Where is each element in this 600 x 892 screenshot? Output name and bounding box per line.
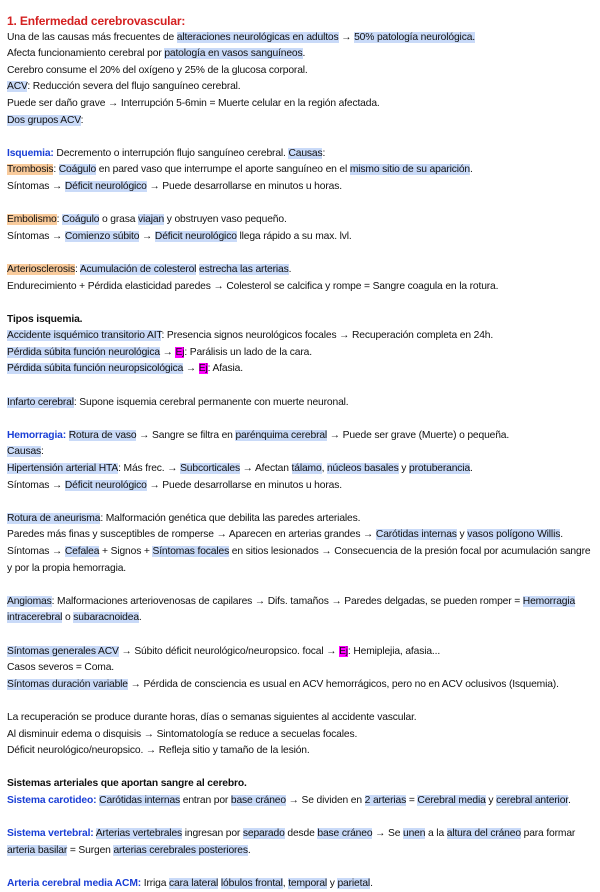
text-line xyxy=(7,229,594,246)
highlighted-text: 50% patología neurológica. xyxy=(354,31,475,43)
text-span: llega rápido a su max. lvl. xyxy=(236,230,352,242)
text-span: Síntomas → xyxy=(7,180,65,192)
text-span: : Hemiplejia, afasia... xyxy=(347,645,441,657)
highlighted-text: Causas xyxy=(288,147,323,159)
text-span: = xyxy=(406,794,418,806)
highlighted-text: parénquima cerebral xyxy=(235,429,328,441)
highlighted-text: Déficit neurológico xyxy=(154,230,237,242)
section-heading: Sistema vertebral: xyxy=(7,828,94,840)
highlighted-text: cara lateral xyxy=(169,877,219,889)
text-line xyxy=(7,511,594,528)
highlighted-text: Causas xyxy=(7,446,42,458)
text-line xyxy=(7,46,594,63)
text-line xyxy=(7,212,594,229)
text-span: . xyxy=(302,48,306,60)
text-span: → Puede ser grave (Muerte) o pequeña. xyxy=(327,429,510,441)
highlighted-text: parietal xyxy=(337,877,371,889)
text-line xyxy=(7,30,594,47)
isquemia-section xyxy=(7,146,594,196)
spacer xyxy=(7,577,594,594)
text-span: → Afectan xyxy=(239,463,292,475)
intro-section xyxy=(7,30,594,130)
text-span: . xyxy=(567,794,571,806)
text-span: Cerebro consume el 20% del oxígeno y 25% de la glucosa corporal. xyxy=(7,64,308,76)
text-span: o grasa xyxy=(99,214,139,226)
section-heading: Tipos isquemia. xyxy=(7,313,83,325)
spacer xyxy=(7,378,594,395)
spacer xyxy=(7,411,594,428)
highlighted-text: Déficit neurológico xyxy=(64,479,147,491)
text-span: : Afasia. xyxy=(207,363,243,375)
highlighted-text: base cráneo xyxy=(317,828,373,840)
text-span: : Presencia signos neurológicos focales → Recuperación completa en 24h. xyxy=(161,330,494,342)
text-line xyxy=(7,677,594,694)
text-span: : xyxy=(53,164,59,176)
text-span: : Malformación genética que debilita las paredes arteriales. xyxy=(100,512,361,524)
highlighted-text: cerebral anterior xyxy=(496,794,568,806)
text-span: , xyxy=(282,877,289,889)
text-span: ingresan por xyxy=(182,828,243,840)
text-line xyxy=(7,361,594,378)
text-span: → Sangre se filtra en xyxy=(136,429,236,441)
highlighted-text: viajan xyxy=(138,214,165,226)
page-title: 1. Enfermedad cerebrovascular: xyxy=(7,14,186,28)
angiomas-section xyxy=(7,594,594,627)
highlighted-text: Cerebral media xyxy=(417,794,486,806)
highlighted-text: Angiomas xyxy=(7,595,52,607)
highlighted-text: Pérdida súbita función neurológica xyxy=(7,346,160,358)
text-span: Una de las causas más frecuentes de xyxy=(7,31,177,43)
text-span: : Reducción severa del flujo sanguíneo cerebral. xyxy=(27,81,241,93)
text-span: → Se dividen en xyxy=(285,794,365,806)
text-line xyxy=(7,312,594,329)
text-span: Déficit neurológico/neuropsico. → Refleja sitio y tamaño de la lesión. xyxy=(7,745,310,757)
text-line xyxy=(7,594,594,627)
text-span: = Surgen xyxy=(67,844,114,856)
section-heading: Isquemia: xyxy=(7,147,54,159)
text-line xyxy=(7,96,594,113)
highlighted-text: Ej xyxy=(339,645,348,657)
highlighted-text: Hemorragia intracerebral xyxy=(7,595,576,624)
highlighted-text: Carótidas internas xyxy=(375,529,457,541)
highlighted-text: Comienzo súbito xyxy=(64,230,140,242)
highlighted-text: arterias cerebrales posteriores xyxy=(113,844,248,856)
text-span: y xyxy=(456,529,468,541)
text-line xyxy=(7,262,594,279)
text-line xyxy=(7,793,594,810)
embolismo-section xyxy=(7,212,594,245)
section-heading: Sistema carotideo: xyxy=(7,794,97,806)
text-line xyxy=(7,461,594,478)
text-span: y xyxy=(398,463,409,475)
text-span: : xyxy=(80,114,84,126)
highlighted-text: mismo sitio de su aparición xyxy=(349,164,470,176)
text-span: La recuperación se produce durante horas, días o semanas siguientes al accidente vascular. xyxy=(7,711,417,723)
spacer xyxy=(7,494,594,511)
highlighted-text: unen xyxy=(403,828,426,840)
spacer xyxy=(7,129,594,146)
highlighted-text: colesterol xyxy=(153,263,197,275)
text-line xyxy=(7,660,594,677)
text-span: y xyxy=(485,794,497,806)
text-span: . xyxy=(470,164,473,176)
spacer xyxy=(7,693,594,710)
tipos-isquemia-section xyxy=(7,312,594,378)
section-heading: Arteria cerebral media ACM: xyxy=(7,877,142,889)
highlighted-text: Subcorticales xyxy=(180,463,240,475)
highlighted-text: Coágulo xyxy=(62,214,100,226)
acm-section xyxy=(7,876,594,892)
highlighted-text: Embolismo xyxy=(7,214,57,226)
text-line xyxy=(7,710,594,727)
text-span: → xyxy=(139,230,155,242)
infarto-section xyxy=(7,395,594,412)
text-span: desde xyxy=(284,828,318,840)
highlighted-text: Hipertensión arterial HTA xyxy=(7,463,119,475)
text-line xyxy=(7,776,594,793)
text-line xyxy=(7,279,594,296)
text-span: Afecta funcionamiento cerebral por xyxy=(7,48,165,60)
highlighted-text: Acumulación de xyxy=(79,263,154,275)
text-span: → xyxy=(338,31,355,43)
text-span: : xyxy=(56,214,62,226)
text-span: : xyxy=(322,147,326,159)
highlighted-text: altura del cráneo xyxy=(446,828,521,840)
text-span: . xyxy=(138,612,142,624)
text-span: : Supone isquemia cerebral permanente con muerte neuronal. xyxy=(73,396,349,408)
text-span: → Pérdida de consciencia es usual en ACV hemorrágicos, pero no en ACV oclusivos (Isquemia). xyxy=(127,678,559,690)
text-line xyxy=(7,328,594,345)
text-span: y obstruyen vaso pequeño. xyxy=(164,214,287,226)
text-line xyxy=(7,79,594,96)
highlighted-text: Síntomas duración variable xyxy=(7,678,128,690)
spacer xyxy=(7,859,594,876)
text-span: entran por xyxy=(180,794,231,806)
highlighted-text: patología en vasos sanguíneos xyxy=(164,48,303,60)
text-span: Síntomas → xyxy=(7,230,65,242)
text-span: en sitios lesionados → Consecuencia de la presión focal por acumulación sangre y por la propia hemorragia. xyxy=(7,546,591,574)
highlighted-text: Arterias vertebrales xyxy=(95,828,183,840)
text-line xyxy=(7,162,594,179)
highlighted-text: núcleos basales xyxy=(326,463,399,475)
text-span: Al disminuir edema o disquisis → Sintomatología se reduce a secuelas focales. xyxy=(7,728,358,740)
text-line xyxy=(7,63,594,80)
section-heading: Hemorragia: xyxy=(7,429,67,441)
text-line xyxy=(7,826,594,859)
text-line xyxy=(7,478,594,495)
text-span: → Puede desarrollarse en minutos u horas. xyxy=(146,180,342,192)
highlighted-text: Pérdida súbita función neuropsicológica xyxy=(7,363,184,375)
sintomas-section xyxy=(7,644,594,694)
section-heading: Sistemas arteriales que aportan sangre al cerebro. xyxy=(7,778,247,790)
text-span: . xyxy=(247,844,251,856)
text-line xyxy=(7,113,594,130)
highlighted-text: base cráneo xyxy=(230,794,286,806)
vertebral-section xyxy=(7,826,594,859)
spacer xyxy=(7,760,594,777)
text-span: Síntomas → xyxy=(7,546,65,557)
text-span: → xyxy=(183,363,199,375)
text-span: . xyxy=(560,529,563,541)
text-span: Endurecimiento + Pérdida elasticidad paredes → Colesterol se calcifica y rompe = Sangre coagula en la rotura. xyxy=(7,280,499,292)
text-span: Casos severos = Coma. xyxy=(7,662,115,674)
text-line xyxy=(7,428,594,445)
text-line xyxy=(7,644,594,661)
text-span: , xyxy=(321,463,327,475)
highlighted-text: Síntomas generales ACV xyxy=(7,645,119,657)
highlighted-text: Síntomas focales xyxy=(152,546,230,557)
text-span: : Más frec. → xyxy=(118,463,181,475)
highlighted-text: lóbulos frontal xyxy=(220,877,283,889)
text-span: Irriga xyxy=(141,877,170,889)
highlighted-text: vasos polígono Willis xyxy=(467,529,561,541)
text-line xyxy=(7,727,594,744)
highlighted-text: Arteriosclerosis xyxy=(7,263,75,275)
text-span: Puede ser daño grave → Interrupción 5-6min = Muerte celular en la región afectada. xyxy=(7,97,380,109)
hemorragia-section xyxy=(7,428,594,494)
highlighted-text: temporal xyxy=(288,877,328,889)
text-span: Decremento o interrupción flujo sanguíneo cerebral. xyxy=(53,147,289,159)
highlighted-text: Dos grupos ACV xyxy=(7,114,81,126)
text-span: en pared vaso que interrumpe el aporte sanguíneo en el xyxy=(96,164,350,176)
highlighted-text: 2 arterias xyxy=(364,794,407,806)
sistemas-section xyxy=(7,776,594,809)
highlighted-text: Ej xyxy=(198,363,208,375)
text-span: . xyxy=(288,263,292,275)
text-line xyxy=(7,527,594,544)
text-span: para formar xyxy=(520,828,576,840)
highlighted-text: estrecha las arterias xyxy=(199,263,289,275)
text-span: . xyxy=(370,877,373,889)
highlighted-text: Infarto cerebral xyxy=(7,396,74,408)
text-span: . xyxy=(470,463,473,475)
text-span: : xyxy=(41,446,44,458)
text-span: → xyxy=(159,346,176,358)
highlighted-text: protuberancia xyxy=(409,463,471,475)
aneurisma-section xyxy=(7,511,594,577)
spacer xyxy=(7,196,594,213)
text-span: : Parálisis un lado de la cara. xyxy=(184,346,312,358)
highlighted-text: arteria basilar xyxy=(7,844,68,856)
highlighted-text: Accidente isquémico transitorio AIT xyxy=(7,330,162,342)
text-span: → Puede desarrollarse en minutos u horas. xyxy=(146,479,342,491)
highlighted-text: alteraciones neurológicas en adultos xyxy=(176,31,339,43)
text-line xyxy=(7,345,594,362)
spacer xyxy=(7,245,594,262)
highlighted-text: Cefalea xyxy=(64,546,100,557)
text-span: : xyxy=(74,263,80,275)
text-span: Síntomas → xyxy=(7,479,65,491)
highlighted-text: Coágulo xyxy=(58,164,97,176)
highlighted-text: subaracnoidea xyxy=(73,612,139,624)
text-span: Paredes más finas y susceptibles de romperse → Aparecen en arterias grandes → xyxy=(7,529,376,541)
text-span: o xyxy=(62,612,74,624)
highlighted-text: Carótidas internas xyxy=(99,794,181,806)
highlighted-text: ACV xyxy=(7,81,28,93)
text-span: + Signos + xyxy=(99,546,153,557)
text-line xyxy=(7,876,594,892)
recuperacion-section xyxy=(7,710,594,760)
text-span: a la xyxy=(425,828,447,840)
text-span: : Malformaciones arteriovenosas de capilares → Difs. tamaños → Paredes delgadas, se pueden romper = xyxy=(51,595,523,607)
spacer xyxy=(7,295,594,312)
text-span: → Se xyxy=(372,828,403,840)
text-line xyxy=(7,179,594,196)
spacer xyxy=(7,627,594,644)
text-line xyxy=(7,743,594,760)
text-line xyxy=(7,444,594,461)
arteriosclerosis-section xyxy=(7,262,594,295)
spacer xyxy=(7,810,594,827)
highlighted-text: Ej xyxy=(175,346,185,358)
text-line xyxy=(7,544,594,577)
highlighted-text: separado xyxy=(242,828,285,840)
highlighted-text: Déficit neurológico xyxy=(64,180,147,192)
highlighted-text: Rotura de vaso xyxy=(68,429,137,441)
highlighted-text: Trombosis xyxy=(7,164,54,176)
highlighted-text: tálamo xyxy=(291,463,322,475)
text-line xyxy=(7,146,594,163)
text-span: → Súbito déficit neurológico/neuropsico. focal → xyxy=(118,645,340,657)
text-line xyxy=(7,395,594,412)
highlighted-text: Rotura de aneurisma xyxy=(7,512,101,524)
text-span: y xyxy=(327,877,338,889)
